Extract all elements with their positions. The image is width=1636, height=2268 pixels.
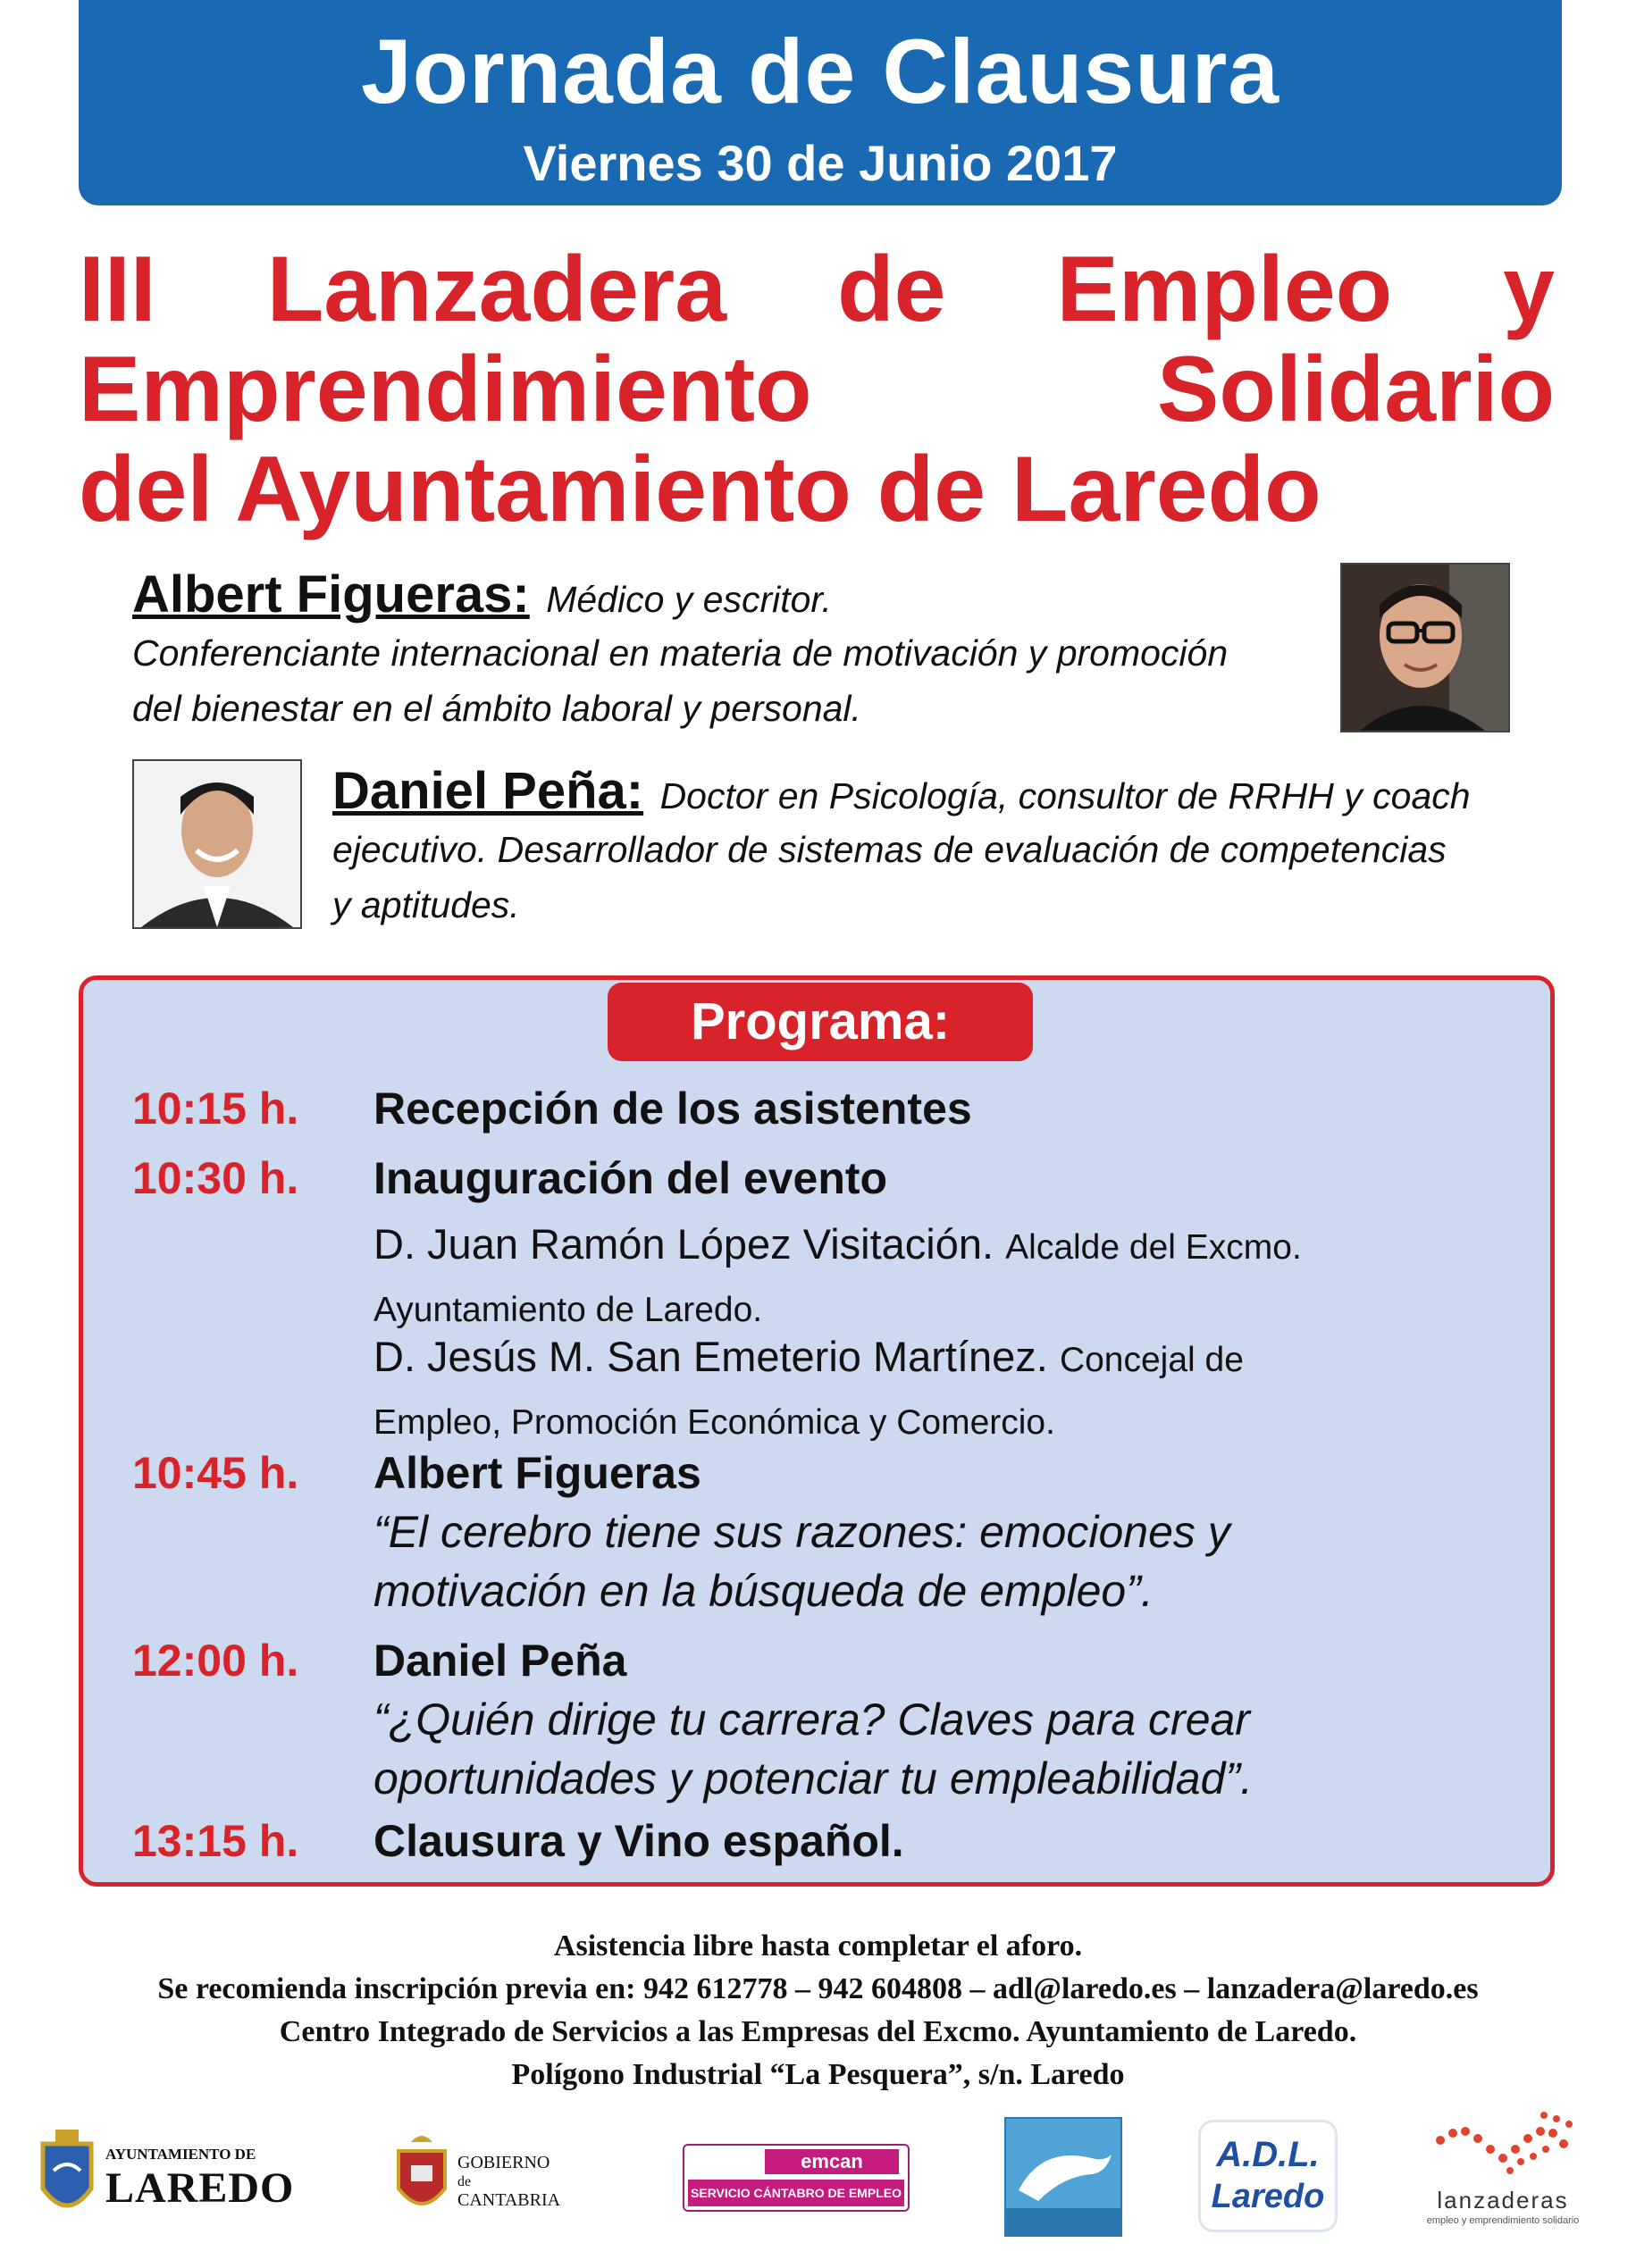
footer-address: Polígono Industrial “La Pesquera”, s/n. Laredo [511,2058,1125,2091]
guest-name: D. Juan Ramón López Visitación. [373,1220,994,1268]
logo-text: Laredo [1211,2178,1325,2215]
emcan-logo [683,2144,910,2212]
main-title-line-3: del Ayuntamiento de Laredo [79,438,1321,541]
event-title: Jornada de Clausura [361,21,1279,122]
header-banner [79,0,1562,205]
speaker-bio: del bienestar en el ámbito laboral y personal. [132,688,861,729]
main-title-word: Solidario [1157,338,1555,441]
albert-figueras-photo [1340,563,1510,732]
guest-role: Ayuntamiento de Laredo. [373,1291,763,1329]
guest-role: Empleo, Promoción Económica y Comercio. [373,1403,1055,1442]
gobierno-cantabria-logo [393,2122,608,2230]
logo-text: A.D.L. [1216,2135,1320,2174]
main-title-word: Lanzadera [266,238,727,341]
program-heading: Programa: [608,983,1033,1061]
program-item-title: Clausura y Vino español. [373,1816,904,1866]
main-title-word: Emprendimiento [79,338,812,441]
logo-text: empleo y emprendimiento solidario [1426,2215,1580,2226]
program-item-title: Recepción de los asistentes [373,1084,972,1134]
ayuntamiento-laredo-logo [36,2122,304,2230]
speaker-bio: Conferenciante internacional en materia de motivación y promoción [132,632,1229,674]
program-time: 10:45 h. [132,1448,299,1498]
laredo-shield-icon [36,2126,98,2224]
logo-text: AYUNTAMIENTO DE [105,2146,256,2163]
program-guest [373,1215,1526,1340]
footer-registration: Se recomienda inscripción previa en: 942 612778 – 942 604808 – adl@laredo.es – lanzadera@laredo.es [157,1972,1479,2005]
main-title-word: III [79,238,156,341]
footer-venue: Centro Integrado de Servicios a las Empresas del Excmo. Ayuntamiento de Laredo. [279,2015,1357,2048]
guest-role: Alcalde del Excmo. [1005,1228,1302,1267]
speaker-name: Albert Figueras: [132,565,530,623]
lanzadera-laredo-logo [1004,2117,1122,2237]
adl-laredo-logo [1201,2122,1335,2230]
lanzaderas-logo [1414,2105,1592,2239]
talk-title [373,1502,1526,1620]
guest-role: Concejal de [1059,1341,1244,1379]
speaker-name: Daniel Peña: [332,762,644,820]
speaker-role: Doctor en Psicología, consultor de RRHH y coach [659,775,1471,816]
main-title-word: de [837,238,946,341]
dolphin-icon [1006,2119,1120,2235]
cantabria-shield-icon [393,2130,450,2219]
talk-title-line: oportunidades y potenciar tu empleabilidad”. [373,1753,1253,1804]
main-title-line-1 [79,238,1555,341]
logo-text: CANTABRIA [457,2190,561,2210]
program-item-title: Inauguración del evento [373,1153,888,1203]
main-title-line-2 [79,338,1555,441]
main-title-word: y [1503,238,1555,341]
talk-title [373,1690,1526,1808]
speaker-bio: ejecutivo. Desarrollador de sistemas de evaluación de competencias [332,829,1447,870]
speaker-daniel [332,761,1548,933]
logo-text: LAREDO [105,2164,295,2212]
speaker-role: Médico y escritor. [546,579,832,620]
program-time: 13:15 h. [132,1816,299,1866]
speaker-albert [132,565,1321,736]
program-time: 12:00 h. [132,1636,299,1686]
program-item-title: Albert Figueras [373,1448,701,1498]
footer-attendance: Asistencia libre hasta completar el aforo. [553,1929,1083,1963]
program-item-title: Daniel Peña [373,1636,627,1686]
logo-text: lanzaderas [1437,2187,1569,2214]
logo-text: GOBIERNO [457,2153,550,2172]
program-guest [373,1327,1526,1452]
logo-text: emcan [765,2149,899,2174]
logo-text: SERVICIO CÁNTABRO DE EMPLEO [688,2180,904,2206]
guest-name: D. Jesús M. San Emeterio Martínez. [373,1333,1048,1380]
main-title-word: Empleo [1056,238,1393,341]
program-time: 10:15 h. [132,1084,299,1134]
dotted-heart-icon [1414,2105,1592,2185]
event-date: Viernes 30 de Junio 2017 [523,135,1118,191]
talk-title-line: “El cerebro tiene sus razones: emociones y [373,1507,1230,1557]
daniel-pena-photo [132,759,302,929]
logo-text: de [457,2174,472,2189]
speaker-bio: y aptitudes. [332,884,520,925]
program-time: 10:30 h. [132,1153,299,1203]
talk-title-line: “¿Quién dirige tu carrera? Claves para crear [373,1695,1250,1745]
talk-title-line: motivación en la búsqueda de empleo”. [373,1566,1154,1616]
